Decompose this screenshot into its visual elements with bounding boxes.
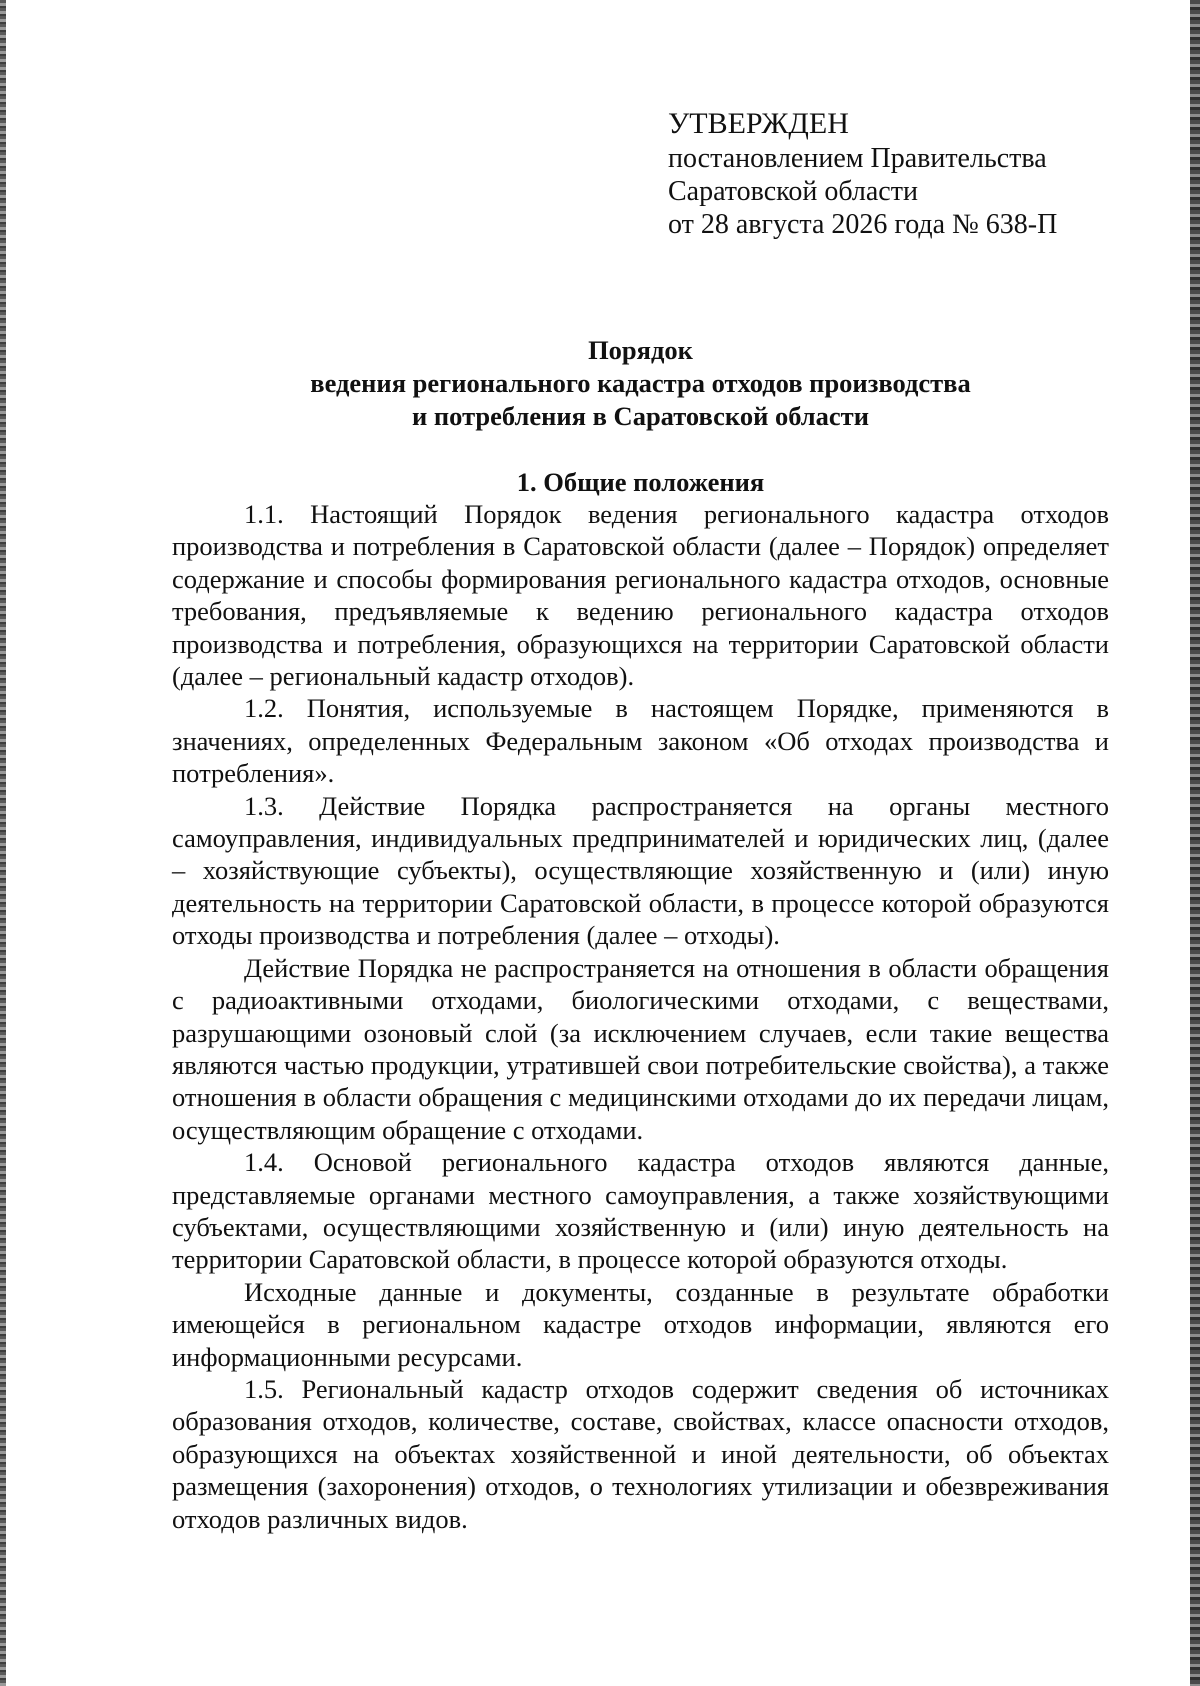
approval-line-3: от 28 августа 2026 года № 638-П xyxy=(668,209,1058,240)
document-title xyxy=(172,334,1109,433)
paragraph-1-5: 1.5. Региональный кадастр отходов содержит сведения об источниках образования отходов, количестве, составе, свойствах, классе опасности отходов, образующихся на объектах хозяйственной и иной деятельности, об объектах размещения (захоронения) отходов, о технологиях утилизации и обезвреживания отходов различных видов. xyxy=(172,1373,1109,1534)
paragraph-1-4-resources: Исходные данные и документы, созданные в результате обработки имеющейся в региональном кадастре отходов информации, являются его информационными ресурсами. xyxy=(172,1276,1109,1372)
paragraph-1-2: 1.2. Понятия, используемые в настоящем Порядке, применяются в значениях, определенных Федеральным законом «Об отходах производства и потребления». xyxy=(172,693,1109,789)
paragraph-1-3-exclusions: Действие Порядка не распространяется на отношения в области обращения с радиоактивными отходами, биологическими отходами, с веществами, разрушающими озоновый слой (за исключением случаев, если такие вещества являются частью продукции, утратившей свои потребительские свойства), а также отношения в области обращения с медицинскими отходами до их передачи лицам, осуществляющим обращение с отходами. xyxy=(172,952,1109,1145)
paragraph-1-4: 1.4. Основой регионального кадастра отходов являются данные, представляемые органами местного самоуправления, а также хозяйствующими субъектами, осуществляющими хозяйственную и (или) иную деятельность на территории Саратовской области, в процессе которой образуются отходы. xyxy=(172,1147,1109,1275)
approval-block xyxy=(668,106,1168,241)
approval-line-1: постановлением Правительства xyxy=(668,143,1047,174)
document-title-line-2: ведения регионального кадастра отходов производства xyxy=(310,368,971,398)
section-heading: 1. Общие положения xyxy=(516,467,765,497)
paragraph-1-1: 1.1. Настоящий Порядок ведения регионального кадастра отходов производства и потребления в Саратовской области (далее – Порядок) определяет содержание и способы формирования регионального кадастра отходов, основные требования, предъявляемые к ведению регионального кадастра отходов производства и потребления, образующихся на территории Саратовской области (далее – региональный кадастр отходов). xyxy=(172,499,1109,692)
scan-edge-right xyxy=(1190,0,1200,1686)
approval-line-2: Саратовской области xyxy=(668,176,918,207)
approval-stamp-word: УТВЕРЖДЕН xyxy=(668,107,849,140)
document-title-line-1: Порядок xyxy=(588,335,693,365)
section-body xyxy=(172,498,1109,1535)
document-title-line-3: и потребления в Саратовской области xyxy=(412,401,869,431)
scan-edge-left xyxy=(0,0,6,1686)
paragraph-1-3: 1.3. Действие Порядка распространяется на органы местного самоуправления, индивидуальных предпринимателей и юридических лиц, (далее – хозяйствующие субъекты), осуществляющие хозяйственную и (или) иную деятельность на территории Саратовской области, в процессе которой образуются отходы производства и потребления (далее – отходы). xyxy=(172,790,1109,951)
